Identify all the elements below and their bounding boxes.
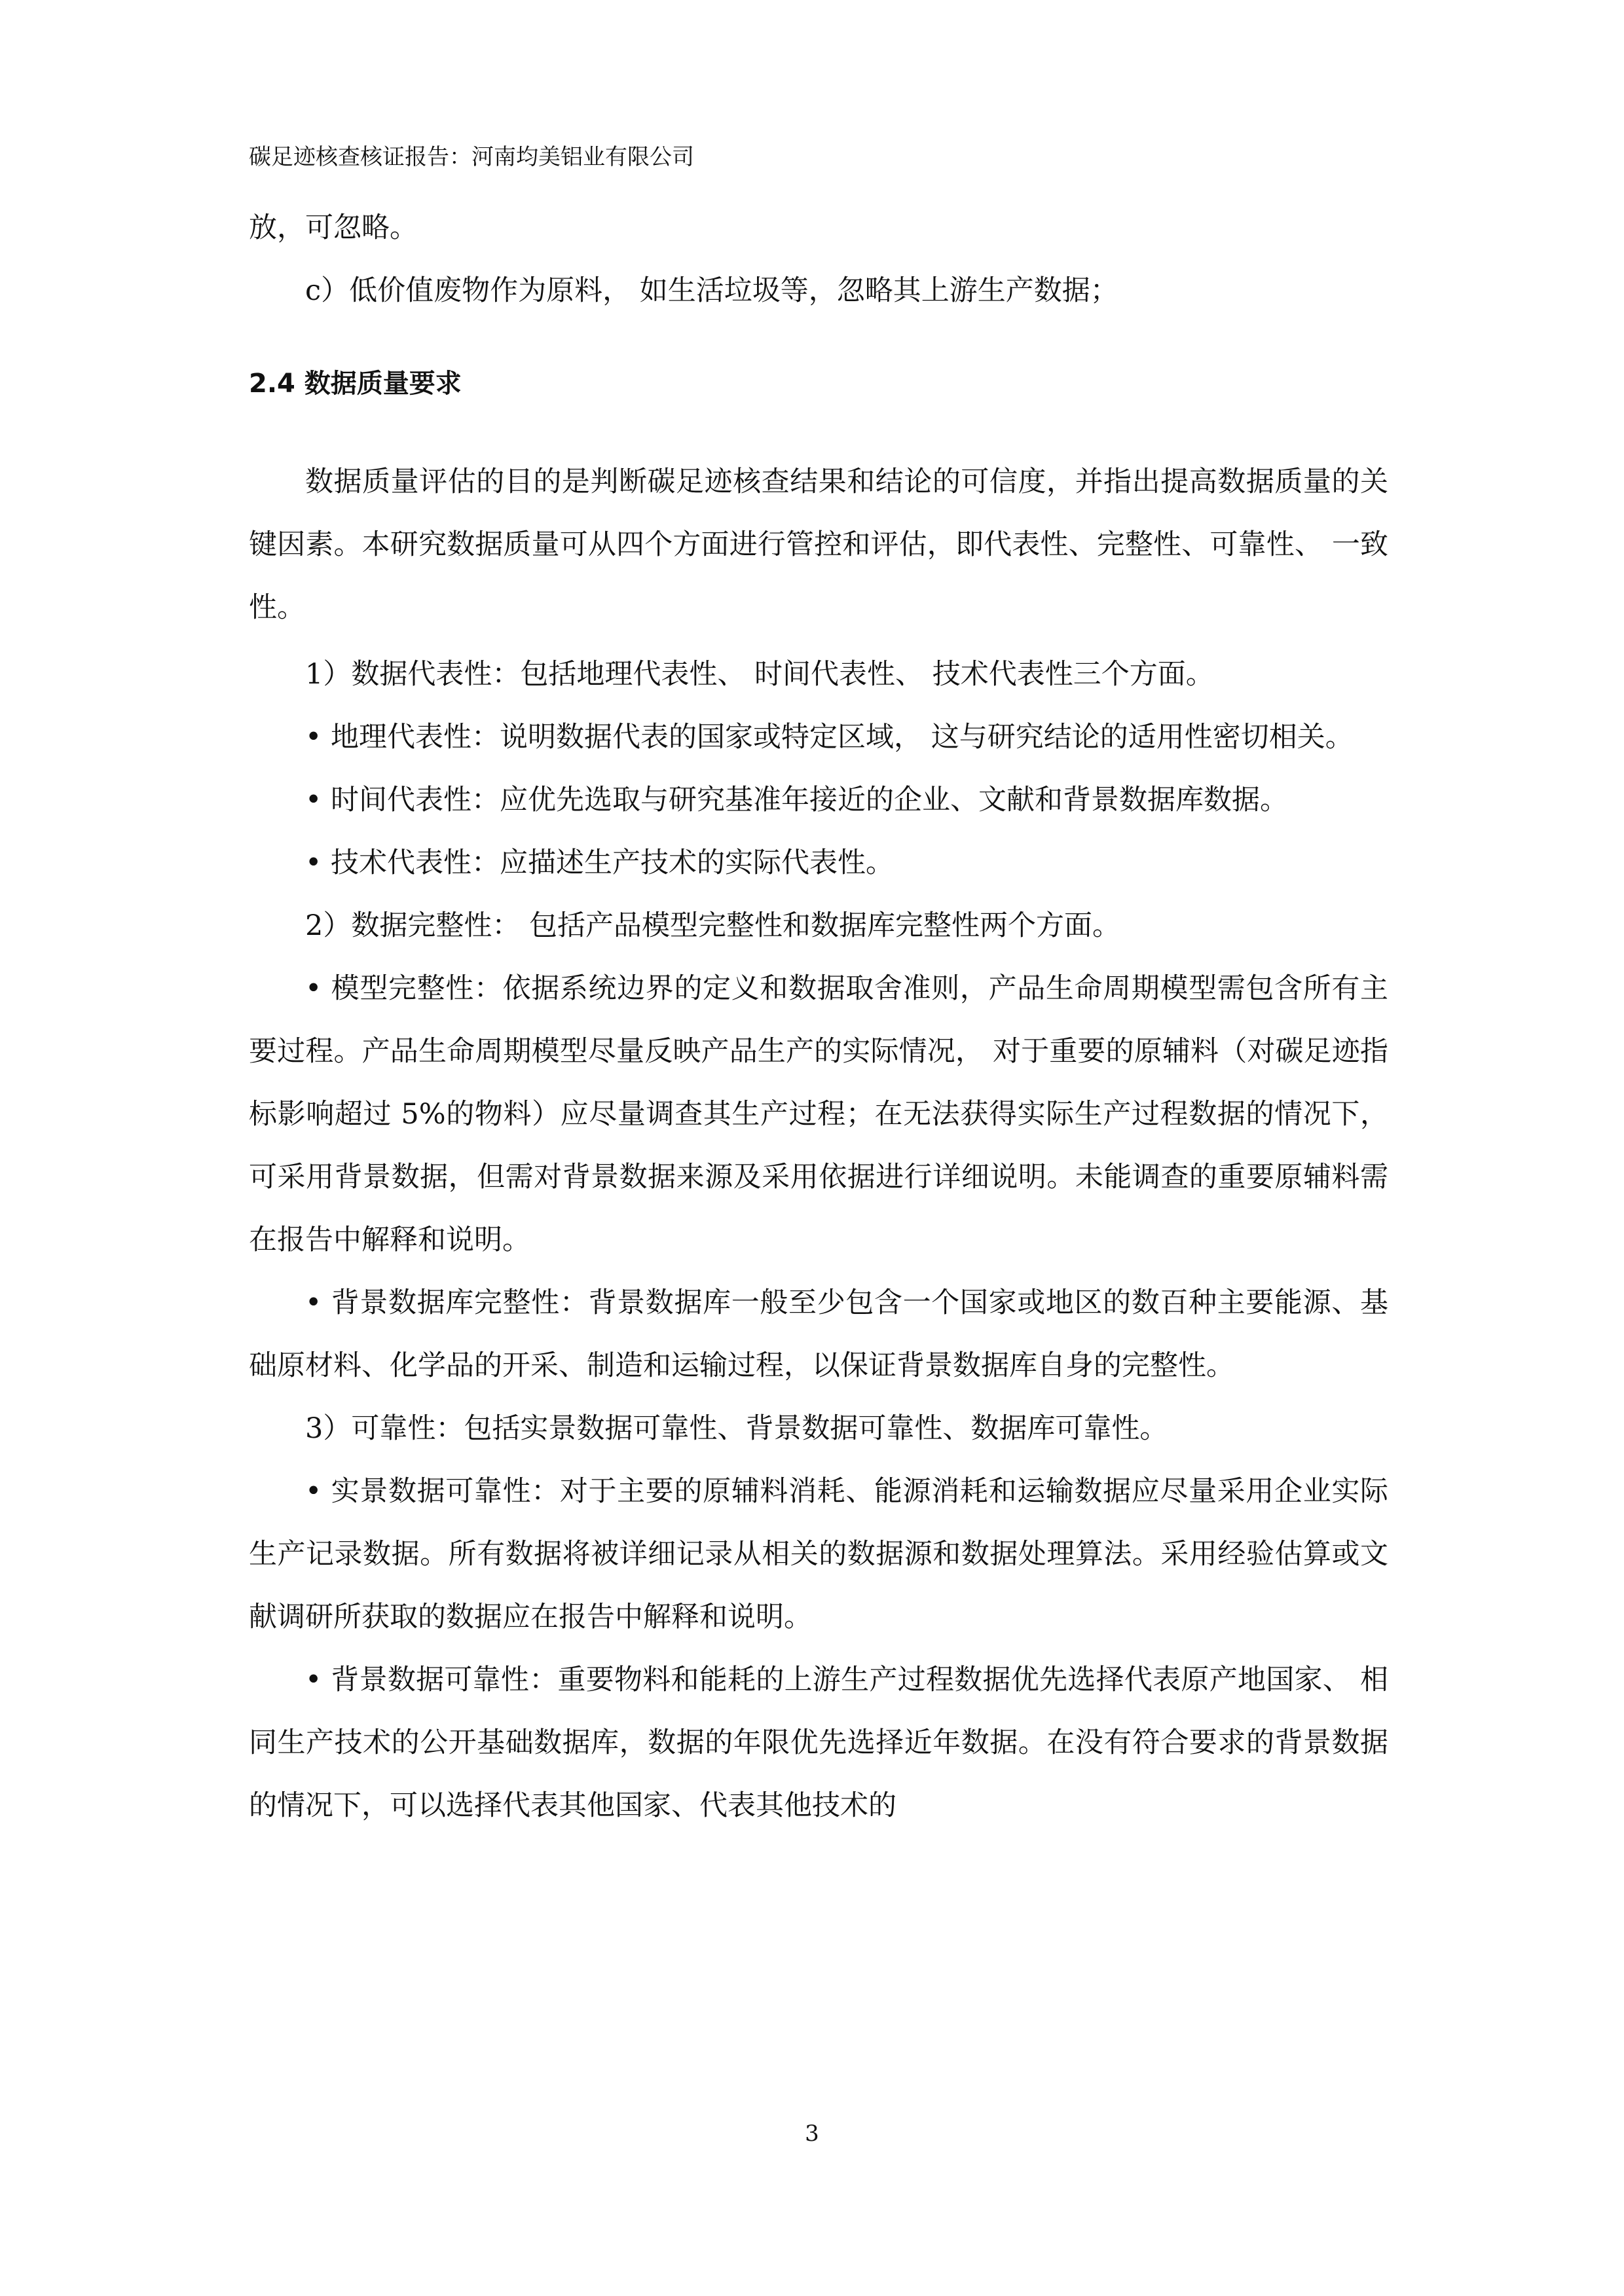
page-header: 碳足迹核查核证报告：河南均美铝业有限公司: [249, 144, 694, 170]
section-heading: 2.4 数据质量要求: [249, 369, 462, 399]
bullet-background-data-reliability: • 背景数据可靠性：重要物料和能耗的上游生产过程数据优先选择代表原产地国家、 相同生产技术的公开基础数据库，数据的年限优先选择近年数据。在没有符合要求的背景数据的情况下，可以选择代表其他国家、代表其他技术的: [249, 1664, 1388, 1822]
bullet-geographic: • 地理代表性：说明数据代表的国家或特定区域， 这与研究结论的适用性密切相关。: [305, 721, 1354, 754]
bullet-model-completeness: • 模型完整性：依据系统边界的定义和数据取舍准则，产品生命周期模型需包含所有主要过程。产品生命周期模型尽量反映产品生产的实际情况， 对于重要的原辅料（对碳足迹指标影响超过 5%的物料）应尽量调查其生产过程；在无法获得实际生产过程数据的情况下，可采用背景数据，但需对背景数据来源及采用依据进行详细说明。未能调查的重要原辅料需在报告中解释和说明。: [249, 972, 1388, 1256]
bullet-database-completeness: • 背景数据库完整性：背景数据库一般至少包含一个国家或地区的数百种主要能源、基础原材料、化学品的开采、制造和运输过程，以保证背景数据库自身的完整性。: [249, 1286, 1388, 1382]
page-number: 3: [805, 2121, 819, 2147]
bullet-technical: • 技术代表性：应描述生产技术的实际代表性。: [305, 847, 895, 879]
paragraph-representativeness: 1）数据代表性：包括地理代表性、 时间代表性、 技术代表性三个方面。: [305, 658, 1214, 691]
paragraph-reliability: 3）可靠性：包括实景数据可靠性、背景数据可靠性、数据库可靠性。: [305, 1412, 1168, 1445]
paragraph-intro: 数据质量评估的目的是判断碳足迹核查结果和结论的可信度，并指出提高数据质量的关键因素。本研究数据质量可从四个方面进行管控和评估，即代表性、完整性、可靠性、 一致性。: [249, 465, 1388, 624]
paragraph-continuation: 放，可忽略。: [249, 211, 418, 244]
page-body: [249, 196, 1388, 1837]
paragraph-item-c: c）低价值废物作为原料， 如生活垃圾等，忽略其上游生产数据；: [305, 274, 1118, 307]
bullet-temporal: • 时间代表性：应优先选取与研究基准年接近的企业、文献和背景数据库数据。: [305, 784, 1289, 816]
paragraph-completeness: 2）数据完整性： 包括产品模型完整性和数据库完整性两个方面。: [305, 909, 1121, 942]
bullet-site-data-reliability: • 实景数据可靠性：对于主要的原辅料消耗、能源消耗和运输数据应尽量采用企业实际生产记录数据。所有数据将被详细记录从相关的数据源和数据处理算法。采用经验估算或文献调研所获取的数据应在报告中解释和说明。: [249, 1475, 1388, 1633]
